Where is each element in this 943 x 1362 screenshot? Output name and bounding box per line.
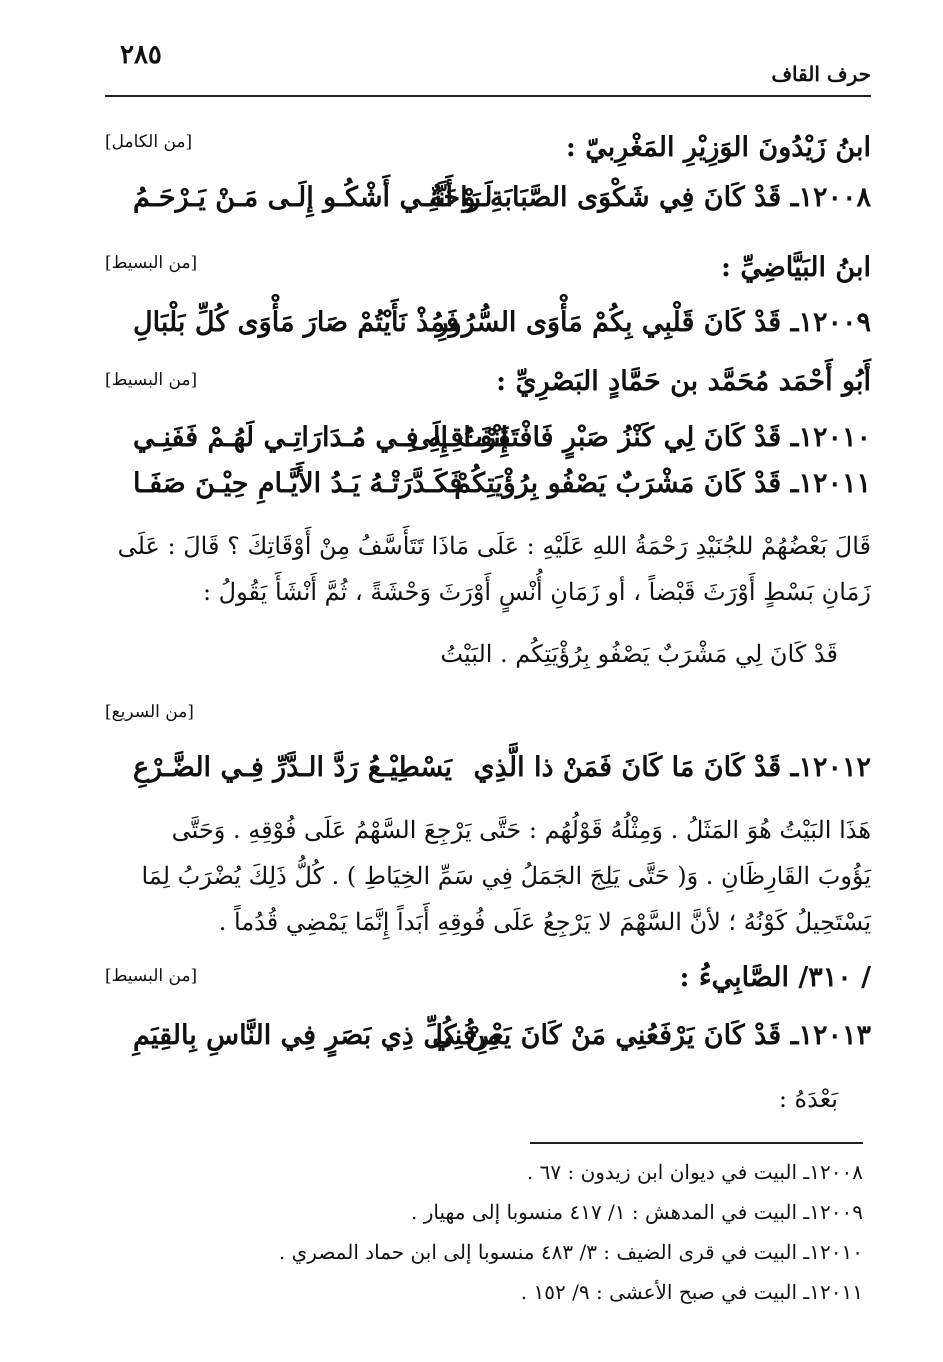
- meter-label: [من البسيط]: [105, 253, 198, 273]
- meter-label: [من السريع]: [105, 702, 194, 722]
- verse-line: [105, 182, 871, 230]
- verse-line: [105, 307, 871, 355]
- prose-quote-line: قَدْ كَانَ لِي مَشْرَبٌ يَصْفُو بِرُؤْيَتِكُم . البَيْتُ: [440, 640, 838, 668]
- poet-name: ابنُ زَيْدُونَ الوَزِيْرِ المَغْرِبيّ :: [565, 132, 871, 163]
- header-rule: [105, 95, 871, 97]
- verse-line: [105, 468, 871, 516]
- prose-line: يَسْتَحِيلُ كَوْنُهُ ؛ لأنَّ السَّهْمَ لا يَرْجِعُ عَلَى فُوقِهِ أَبَداً إِنَّمَا يَمْضِي قُدُماً .: [218, 908, 871, 936]
- prose-line: قَالَ بَعْضُهُمْ للجُنَيْدِ رَحْمَةُ اللهِ عَلَيْهِ : عَلَى مَاذَا تَتَأَسَّفُ مِنْ أَوْقَاتِكَ ؟ قَالَ : عَلَى: [117, 532, 871, 560]
- footnote: ١٢٠٠٨ـ البيت في ديوان ابن زيدون : ٦٧ .: [526, 1160, 863, 1184]
- poet-name: ابنُ البَيَّاضِيِّ :: [720, 252, 871, 283]
- prose-line: زَمَانِ بَسْطٍ أَوْرَثَ قَبْضاً ، أو زَمَانِ أُنْسٍ أَوْرَثَ وَحْشَةً ، ثُمَّ أَنْشَأَ يَقُولُ :: [202, 578, 871, 606]
- chapter-title: حرف القاف: [771, 62, 871, 86]
- verse-second-hemistich: يَسْطِيْـعُ رَدَّ الـدَّرِّ فِـي الضَّـرْعِ: [133, 752, 453, 783]
- prose-line: هَذَا البَيْتُ هُوَ المَثَلُ . وَمِثْلُهُ قَوْلُهُم : حَتَّى يَرْجِعَ السَّهْمُ عَلَى فُوْقِهِ . وَحَتَّى: [171, 816, 871, 844]
- verse-line: [105, 422, 871, 470]
- verse-first-hemistich: ١٢٠١٢ـ قَدْ كَانَ مَا كَانَ فَمَنْ ذا الَّذِي: [473, 752, 871, 783]
- meter-label: [من الكامل]: [105, 132, 193, 152]
- page-number: ٢٨٥: [120, 40, 162, 70]
- verse-first-hemistich: ١٢٠٠٨ـ قَدْ كَانَ فِي شَكْوَى الصَّبَابَةِ رَاحَةٌ: [428, 182, 871, 213]
- verse-line: [105, 1020, 871, 1068]
- verse-first-hemistich: ١٢٠١١ـ قَدْ كَانَ مَشْرَبٌ يَصْفُو بِرُؤْيَتِكُمْ: [454, 468, 871, 499]
- verse-first-hemistich: ١٢٠١٣ـ قَدْ كَانَ يَرْفَعُنِي مَنْ كَانَ يَعْرِفُنِي: [432, 1020, 871, 1051]
- meter-label: [من البسيط]: [105, 370, 198, 390]
- footnote: ١٢٠١١ـ البيت في صبح الأعشى : ٩/ ١٥٢ .: [520, 1280, 863, 1304]
- verse-second-hemistich: إِنْفَـاقِـهِ فِـي مُـدَارَاتِـي لَهُـمْ فَفَنِـي: [133, 422, 509, 453]
- verse-line: [105, 752, 871, 800]
- footnote-rule: [530, 1142, 863, 1144]
- poet-name: أَبُو أَحْمَد مُحَمَّد بن حَمَّادٍ البَصْرِيِّ :: [496, 366, 871, 397]
- footnote: ١٢٠٠٩ـ البيت في المدهش : ١/ ٤١٧ منسوبا إلى مهيار .: [411, 1200, 863, 1224]
- verse-first-hemistich: ١٢٠٠٩ـ قَدْ كَانَ قَلْبِي بِكُمْ مَأْوَى السُّرُورِ: [435, 307, 871, 338]
- verse-second-hemistich: فَكَـدَّرَتْـهُ يَـدُ الأَيَّـامِ حِيْـنَ صَفَـا: [133, 468, 463, 499]
- verse-second-hemistich: لَـوْ أَنَّنِـي أَشْكُـو إِلَـى مَـنْ يَـرْحَـمُ: [133, 182, 493, 213]
- meter-label: [من البسيط]: [105, 966, 198, 986]
- prose-line: بَعْدَهُ :: [778, 1085, 838, 1113]
- footnote: ١٢٠١٠ـ البيت في قرى الضيف : ٣/ ٤٨٣ منسوبا إلى ابن حماد المصري .: [278, 1240, 863, 1264]
- verse-second-hemistich: فَمُذْ نَأَيْتُمْ صَارَ مَأْوَى كُلِّ بَلْبَالِ: [133, 307, 459, 338]
- poet-name: / ٣١٠/ الصَّابِيءُ :: [679, 962, 871, 993]
- prose-line: يَؤُوبَ القَارِظَانِ . وَ( حَتَّى يَلِجَ الجَمَلُ فِي سَمِّ الخِيَاطِ ) . كُلُّ ذَلِكَ يُضْرَبُ لِمَا: [141, 862, 871, 890]
- verse-first-hemistich: ١٢٠١٠ـ قَدْ كَانَ لِي كَنْزُ صَبْرٍ فَافْتَقَرْتُ إِلَى: [409, 422, 871, 453]
- verse-second-hemistich: مِنْ كُلِّ ذِي بَصَرٍ فِي النَّاسِ بِالقِيَمِ: [133, 1020, 501, 1051]
